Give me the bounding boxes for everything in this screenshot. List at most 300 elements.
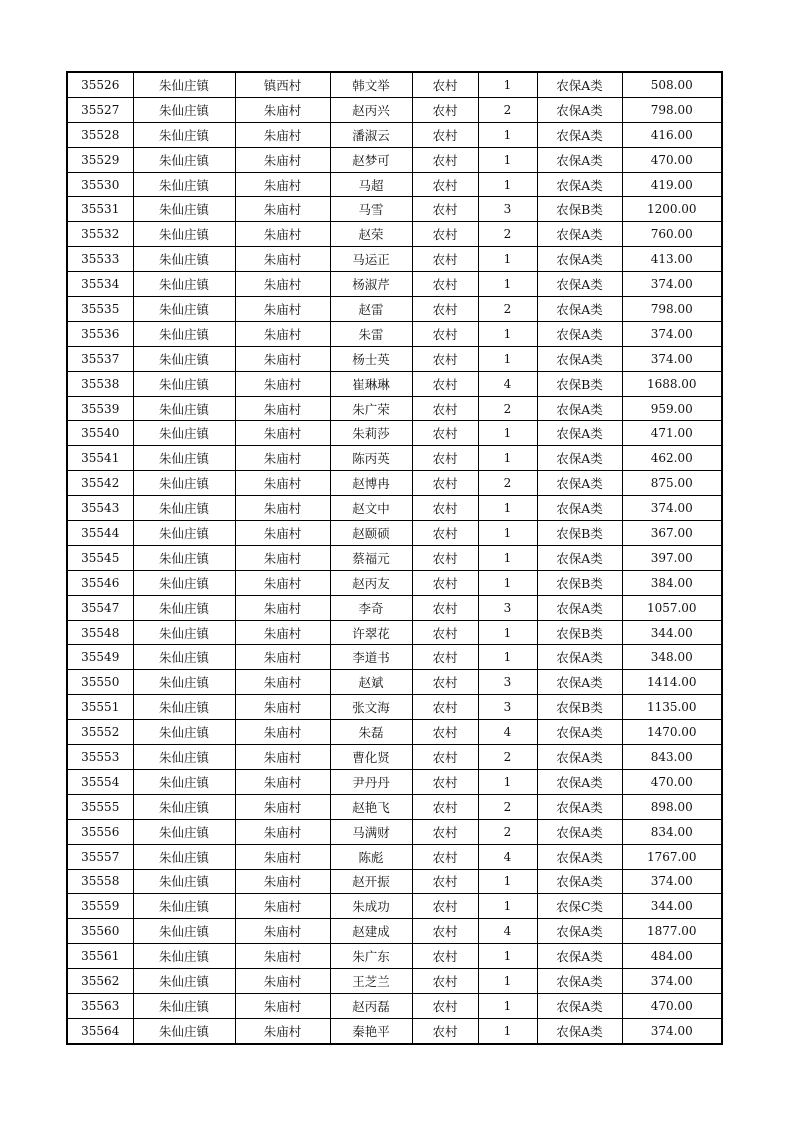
person-count-cell: 2: [478, 297, 537, 322]
table-row: [67, 869, 722, 894]
person-count-cell: 1: [478, 869, 537, 894]
record-id-cell: 35533: [67, 247, 133, 272]
amount-cell: 470.00: [622, 993, 722, 1018]
town-cell: 朱仙庄镇: [133, 122, 235, 147]
table-row: [67, 620, 722, 645]
person-count-cell: 1: [478, 247, 537, 272]
insurance-category-cell: 农保B类: [537, 620, 622, 645]
amount-cell: 397.00: [622, 545, 722, 570]
person-count-cell: 2: [478, 745, 537, 770]
name-cell: 赵丙友: [330, 570, 412, 595]
village-cell: 朱庙村: [235, 471, 330, 496]
household-type-cell: 农村: [412, 321, 478, 346]
record-id-cell: 35562: [67, 969, 133, 994]
amount-cell: 834.00: [622, 819, 722, 844]
record-id-cell: 35547: [67, 595, 133, 620]
record-id-cell: 35546: [67, 570, 133, 595]
village-cell: 朱庙村: [235, 346, 330, 371]
amount-cell: 374.00: [622, 969, 722, 994]
record-id-cell: 35558: [67, 869, 133, 894]
village-cell: 朱庙村: [235, 446, 330, 471]
table-row: [67, 72, 722, 97]
record-id-cell: 35564: [67, 1018, 133, 1043]
household-type-cell: 农村: [412, 421, 478, 446]
amount-cell: 798.00: [622, 97, 722, 122]
name-cell: 朱磊: [330, 720, 412, 745]
person-count-cell: 3: [478, 695, 537, 720]
town-cell: 朱仙庄镇: [133, 794, 235, 819]
person-count-cell: 1: [478, 346, 537, 371]
table-row: [67, 745, 722, 770]
name-cell: 杨淑芹: [330, 272, 412, 297]
person-count-cell: 1: [478, 521, 537, 546]
village-cell: 朱庙村: [235, 272, 330, 297]
person-count-cell: 4: [478, 919, 537, 944]
amount-cell: 344.00: [622, 894, 722, 919]
insurance-category-cell: 农保A类: [537, 321, 622, 346]
amount-cell: 898.00: [622, 794, 722, 819]
record-id-cell: 35551: [67, 695, 133, 720]
insurance-category-cell: 农保A类: [537, 969, 622, 994]
insurance-category-cell: 农保B类: [537, 695, 622, 720]
name-cell: 朱广荣: [330, 396, 412, 421]
insurance-category-cell: 农保A类: [537, 72, 622, 97]
amount-cell: 374.00: [622, 496, 722, 521]
person-count-cell: 2: [478, 471, 537, 496]
household-type-cell: 农村: [412, 297, 478, 322]
person-count-cell: 1: [478, 545, 537, 570]
town-cell: 朱仙庄镇: [133, 172, 235, 197]
record-id-cell: 35535: [67, 297, 133, 322]
household-type-cell: 农村: [412, 919, 478, 944]
person-count-cell: 4: [478, 844, 537, 869]
table-row: [67, 321, 722, 346]
household-type-cell: 农村: [412, 147, 478, 172]
name-cell: 蔡福元: [330, 545, 412, 570]
household-type-cell: 农村: [412, 769, 478, 794]
village-cell: 朱庙村: [235, 695, 330, 720]
name-cell: 马满财: [330, 819, 412, 844]
amount-cell: 374.00: [622, 321, 722, 346]
household-type-cell: 农村: [412, 446, 478, 471]
town-cell: 朱仙庄镇: [133, 645, 235, 670]
person-count-cell: 1: [478, 1018, 537, 1043]
household-type-cell: 农村: [412, 695, 478, 720]
record-id-cell: 35561: [67, 944, 133, 969]
name-cell: 潘淑云: [330, 122, 412, 147]
amount-cell: 374.00: [622, 1018, 722, 1043]
person-count-cell: 1: [478, 172, 537, 197]
insurance-category-cell: 农保A类: [537, 346, 622, 371]
insurance-category-cell: 农保A类: [537, 745, 622, 770]
record-id-cell: 35543: [67, 496, 133, 521]
person-count-cell: 1: [478, 894, 537, 919]
record-id-cell: 35552: [67, 720, 133, 745]
town-cell: 朱仙庄镇: [133, 894, 235, 919]
household-type-cell: 农村: [412, 670, 478, 695]
record-id-cell: 35555: [67, 794, 133, 819]
person-count-cell: 1: [478, 570, 537, 595]
table-row: [67, 695, 722, 720]
town-cell: 朱仙庄镇: [133, 969, 235, 994]
name-cell: 朱莉莎: [330, 421, 412, 446]
table-row: [67, 645, 722, 670]
amount-cell: 413.00: [622, 247, 722, 272]
town-cell: 朱仙庄镇: [133, 869, 235, 894]
insurance-category-cell: 农保A类: [537, 421, 622, 446]
town-cell: 朱仙庄镇: [133, 471, 235, 496]
record-id-cell: 35559: [67, 894, 133, 919]
table-row: [67, 919, 722, 944]
village-cell: 朱庙村: [235, 993, 330, 1018]
record-id-cell: 35539: [67, 396, 133, 421]
record-id-cell: 35530: [67, 172, 133, 197]
amount-cell: 1470.00: [622, 720, 722, 745]
household-type-cell: 农村: [412, 645, 478, 670]
town-cell: 朱仙庄镇: [133, 620, 235, 645]
name-cell: 赵艳飞: [330, 794, 412, 819]
insurance-category-cell: 农保B类: [537, 570, 622, 595]
person-count-cell: 1: [478, 993, 537, 1018]
table-row: [67, 570, 722, 595]
insurance-category-cell: 农保A类: [537, 446, 622, 471]
amount-cell: 470.00: [622, 769, 722, 794]
insurance-category-cell: 农保A类: [537, 844, 622, 869]
insurance-category-cell: 农保A类: [537, 122, 622, 147]
village-cell: 朱庙村: [235, 894, 330, 919]
insurance-category-cell: 农保A类: [537, 919, 622, 944]
data-table: [66, 71, 723, 1045]
village-cell: 朱庙村: [235, 670, 330, 695]
household-type-cell: 农村: [412, 371, 478, 396]
town-cell: 朱仙庄镇: [133, 272, 235, 297]
insurance-category-cell: 农保A类: [537, 769, 622, 794]
table-row: [67, 545, 722, 570]
person-count-cell: 1: [478, 969, 537, 994]
table-row: [67, 197, 722, 222]
insurance-category-cell: 农保A类: [537, 97, 622, 122]
town-cell: 朱仙庄镇: [133, 844, 235, 869]
insurance-category-cell: 农保A类: [537, 147, 622, 172]
amount-cell: 760.00: [622, 222, 722, 247]
name-cell: 马运正: [330, 247, 412, 272]
name-cell: 曹化贤: [330, 745, 412, 770]
person-count-cell: 3: [478, 595, 537, 620]
record-id-cell: 35526: [67, 72, 133, 97]
name-cell: 赵博冉: [330, 471, 412, 496]
household-type-cell: 农村: [412, 720, 478, 745]
village-cell: 朱庙村: [235, 545, 330, 570]
table-row: [67, 819, 722, 844]
table-row: [67, 993, 722, 1018]
name-cell: 朱成功: [330, 894, 412, 919]
amount-cell: 1877.00: [622, 919, 722, 944]
insurance-category-cell: 农保A类: [537, 272, 622, 297]
amount-cell: 508.00: [622, 72, 722, 97]
name-cell: 赵文中: [330, 496, 412, 521]
amount-cell: 875.00: [622, 471, 722, 496]
household-type-cell: 农村: [412, 894, 478, 919]
record-id-cell: 35549: [67, 645, 133, 670]
table-row: [67, 944, 722, 969]
village-cell: 朱庙村: [235, 521, 330, 546]
household-type-cell: 农村: [412, 272, 478, 297]
record-id-cell: 35536: [67, 321, 133, 346]
amount-cell: 798.00: [622, 297, 722, 322]
record-id-cell: 35560: [67, 919, 133, 944]
insurance-category-cell: 农保A类: [537, 645, 622, 670]
town-cell: 朱仙庄镇: [133, 944, 235, 969]
household-type-cell: 农村: [412, 247, 478, 272]
town-cell: 朱仙庄镇: [133, 222, 235, 247]
record-id-cell: 35534: [67, 272, 133, 297]
record-id-cell: 35528: [67, 122, 133, 147]
person-count-cell: 1: [478, 620, 537, 645]
name-cell: 陈彪: [330, 844, 412, 869]
village-cell: 朱庙村: [235, 421, 330, 446]
person-count-cell: 2: [478, 819, 537, 844]
village-cell: 朱庙村: [235, 197, 330, 222]
village-cell: 朱庙村: [235, 321, 330, 346]
village-cell: 朱庙村: [235, 595, 330, 620]
village-cell: 朱庙村: [235, 919, 330, 944]
village-cell: 朱庙村: [235, 247, 330, 272]
name-cell: 韩文举: [330, 72, 412, 97]
amount-cell: 484.00: [622, 944, 722, 969]
amount-cell: 843.00: [622, 745, 722, 770]
town-cell: 朱仙庄镇: [133, 993, 235, 1018]
table-row: [67, 794, 722, 819]
record-id-cell: 35540: [67, 421, 133, 446]
amount-cell: 374.00: [622, 346, 722, 371]
insurance-category-cell: 农保A类: [537, 1018, 622, 1043]
table-row: [67, 297, 722, 322]
village-cell: 镇西村: [235, 72, 330, 97]
town-cell: 朱仙庄镇: [133, 247, 235, 272]
person-count-cell: 2: [478, 396, 537, 421]
amount-cell: 374.00: [622, 869, 722, 894]
person-count-cell: 1: [478, 122, 537, 147]
name-cell: 朱广东: [330, 944, 412, 969]
town-cell: 朱仙庄镇: [133, 521, 235, 546]
amount-cell: 1057.00: [622, 595, 722, 620]
household-type-cell: 农村: [412, 1018, 478, 1043]
name-cell: 朱雷: [330, 321, 412, 346]
person-count-cell: 1: [478, 645, 537, 670]
table-row: [67, 1018, 722, 1043]
town-cell: 朱仙庄镇: [133, 819, 235, 844]
record-id-cell: 35544: [67, 521, 133, 546]
table-row: [67, 172, 722, 197]
table-row: [67, 844, 722, 869]
household-type-cell: 农村: [412, 396, 478, 421]
town-cell: 朱仙庄镇: [133, 670, 235, 695]
town-cell: 朱仙庄镇: [133, 496, 235, 521]
insurance-category-cell: 农保C类: [537, 894, 622, 919]
town-cell: 朱仙庄镇: [133, 545, 235, 570]
village-cell: 朱庙村: [235, 969, 330, 994]
household-type-cell: 农村: [412, 969, 478, 994]
name-cell: 马雪: [330, 197, 412, 222]
person-count-cell: 1: [478, 769, 537, 794]
household-type-cell: 农村: [412, 496, 478, 521]
record-id-cell: 35557: [67, 844, 133, 869]
table-row: [67, 496, 722, 521]
record-id-cell: 35538: [67, 371, 133, 396]
amount-cell: 1414.00: [622, 670, 722, 695]
insurance-category-cell: 农保A类: [537, 720, 622, 745]
amount-cell: 344.00: [622, 620, 722, 645]
village-cell: 朱庙村: [235, 944, 330, 969]
name-cell: 赵建成: [330, 919, 412, 944]
town-cell: 朱仙庄镇: [133, 595, 235, 620]
record-id-cell: 35554: [67, 769, 133, 794]
household-type-cell: 农村: [412, 172, 478, 197]
table-row: [67, 272, 722, 297]
insurance-category-cell: 农保A类: [537, 247, 622, 272]
person-count-cell: 2: [478, 97, 537, 122]
table-body: [67, 72, 722, 1044]
town-cell: 朱仙庄镇: [133, 1018, 235, 1043]
village-cell: 朱庙村: [235, 97, 330, 122]
village-cell: 朱庙村: [235, 172, 330, 197]
person-count-cell: 1: [478, 72, 537, 97]
household-type-cell: 农村: [412, 844, 478, 869]
amount-cell: 959.00: [622, 396, 722, 421]
town-cell: 朱仙庄镇: [133, 346, 235, 371]
record-id-cell: 35553: [67, 745, 133, 770]
village-cell: 朱庙村: [235, 122, 330, 147]
town-cell: 朱仙庄镇: [133, 570, 235, 595]
name-cell: 赵梦可: [330, 147, 412, 172]
table-row: [67, 421, 722, 446]
name-cell: 张文海: [330, 695, 412, 720]
insurance-category-cell: 农保B类: [537, 521, 622, 546]
name-cell: 李道书: [330, 645, 412, 670]
record-id-cell: 35532: [67, 222, 133, 247]
village-cell: 朱庙村: [235, 720, 330, 745]
table-row: [67, 720, 722, 745]
amount-cell: 462.00: [622, 446, 722, 471]
insurance-category-cell: 农保A类: [537, 172, 622, 197]
name-cell: 崔琳琳: [330, 371, 412, 396]
table-row: [67, 247, 722, 272]
household-type-cell: 农村: [412, 222, 478, 247]
village-cell: 朱庙村: [235, 819, 330, 844]
name-cell: 马超: [330, 172, 412, 197]
insurance-category-cell: 农保A类: [537, 670, 622, 695]
household-type-cell: 农村: [412, 346, 478, 371]
amount-cell: 470.00: [622, 147, 722, 172]
table-row: [67, 97, 722, 122]
household-type-cell: 农村: [412, 620, 478, 645]
record-id-cell: 35531: [67, 197, 133, 222]
town-cell: 朱仙庄镇: [133, 147, 235, 172]
record-id-cell: 35550: [67, 670, 133, 695]
town-cell: 朱仙庄镇: [133, 919, 235, 944]
table-row: [67, 894, 722, 919]
insurance-category-cell: 农保A类: [537, 297, 622, 322]
town-cell: 朱仙庄镇: [133, 297, 235, 322]
person-count-cell: 1: [478, 421, 537, 446]
person-count-cell: 1: [478, 496, 537, 521]
village-cell: 朱庙村: [235, 396, 330, 421]
household-type-cell: 农村: [412, 97, 478, 122]
town-cell: 朱仙庄镇: [133, 371, 235, 396]
name-cell: 赵斌: [330, 670, 412, 695]
household-type-cell: 农村: [412, 794, 478, 819]
record-id-cell: 35548: [67, 620, 133, 645]
person-count-cell: 1: [478, 446, 537, 471]
record-id-cell: 35545: [67, 545, 133, 570]
name-cell: 陈丙英: [330, 446, 412, 471]
name-cell: 尹丹丹: [330, 769, 412, 794]
name-cell: 秦艳平: [330, 1018, 412, 1043]
town-cell: 朱仙庄镇: [133, 695, 235, 720]
name-cell: 赵颐硕: [330, 521, 412, 546]
amount-cell: 1688.00: [622, 371, 722, 396]
table-row: [67, 769, 722, 794]
village-cell: 朱庙村: [235, 496, 330, 521]
household-type-cell: 农村: [412, 122, 478, 147]
amount-cell: 384.00: [622, 570, 722, 595]
town-cell: 朱仙庄镇: [133, 720, 235, 745]
village-cell: 朱庙村: [235, 645, 330, 670]
insurance-category-cell: 农保A类: [537, 819, 622, 844]
table-row: [67, 122, 722, 147]
amount-cell: 1135.00: [622, 695, 722, 720]
insurance-category-cell: 农保A类: [537, 496, 622, 521]
village-cell: 朱庙村: [235, 297, 330, 322]
household-type-cell: 农村: [412, 471, 478, 496]
household-type-cell: 农村: [412, 993, 478, 1018]
amount-cell: 471.00: [622, 421, 722, 446]
household-type-cell: 农村: [412, 869, 478, 894]
person-count-cell: 1: [478, 321, 537, 346]
record-id-cell: 35542: [67, 471, 133, 496]
table-row: [67, 670, 722, 695]
town-cell: 朱仙庄镇: [133, 97, 235, 122]
table-row: [67, 521, 722, 546]
name-cell: 许翠花: [330, 620, 412, 645]
town-cell: 朱仙庄镇: [133, 197, 235, 222]
amount-cell: 1767.00: [622, 844, 722, 869]
household-type-cell: 农村: [412, 521, 478, 546]
record-id-cell: 35529: [67, 147, 133, 172]
table-row: [67, 446, 722, 471]
name-cell: 赵丙磊: [330, 993, 412, 1018]
insurance-category-cell: 农保A类: [537, 944, 622, 969]
table-row: [67, 595, 722, 620]
village-cell: 朱庙村: [235, 1018, 330, 1043]
town-cell: 朱仙庄镇: [133, 769, 235, 794]
household-type-cell: 农村: [412, 944, 478, 969]
village-cell: 朱庙村: [235, 794, 330, 819]
record-id-cell: 35563: [67, 993, 133, 1018]
household-type-cell: 农村: [412, 545, 478, 570]
village-cell: 朱庙村: [235, 147, 330, 172]
insurance-category-cell: 农保A类: [537, 595, 622, 620]
household-type-cell: 农村: [412, 72, 478, 97]
table-row: [67, 371, 722, 396]
village-cell: 朱庙村: [235, 570, 330, 595]
town-cell: 朱仙庄镇: [133, 396, 235, 421]
name-cell: 赵开振: [330, 869, 412, 894]
person-count-cell: 1: [478, 272, 537, 297]
person-count-cell: 1: [478, 944, 537, 969]
insurance-category-cell: 农保A类: [537, 222, 622, 247]
amount-cell: 416.00: [622, 122, 722, 147]
